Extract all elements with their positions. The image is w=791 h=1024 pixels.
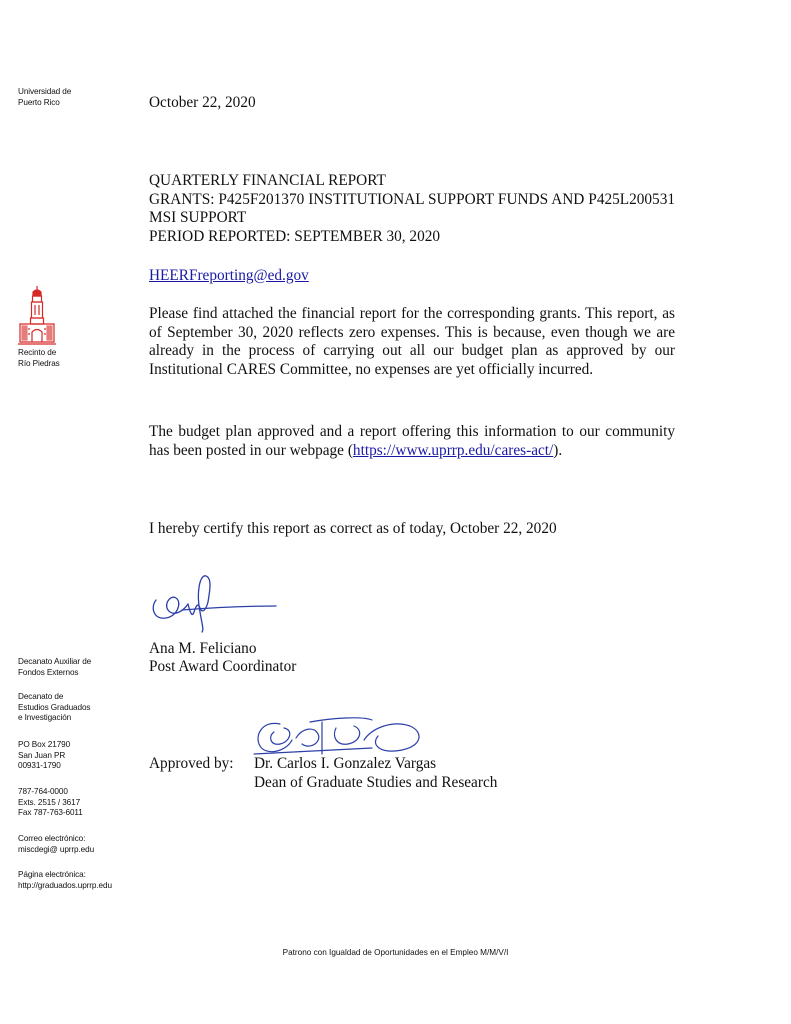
signature-ana-feliciano [148,572,280,636]
office2-line2: Estudios Graduados [18,702,91,712]
equal-opportunity-footer: Patrono con Igualdad de Oportunidades en el Empleo M/M/V/I [282,948,509,957]
paragraph-expenses: Please find attached the financial report for the corresponding grants. This report, as of September 30, 2020 reflects zero expenses. This is because, even though we are already in the process of carrying out all our budget plan as approved by our Institutional CARES Committee, no expenses are yet officially incurred. [149,305,675,378]
paragraph2-text: The budget plan approved and a report offering this information to our community has been posted in our webpage [149,423,675,459]
web-label: Página electrónica: [18,870,86,879]
paragraph2-close-paren: ). [553,441,563,459]
heading-line3: PERIOD REPORTED: SEPTEMBER 30, 2020 [149,227,441,245]
heading-line1: QUARTERLY FINANCIAL REPORT [149,172,386,189]
heading-line2: GRANTS: P425F201370 INSTITUTIONAL SUPPORT FUNDS AND P425L200531 MSI SUPPORT [149,190,675,226]
campus-line1: Recinto de [18,348,57,357]
web-contact [18,870,112,891]
office2-line1: Decanato de [18,692,64,701]
address-line2: San Juan PR [18,750,66,760]
office-graduate-studies [18,692,90,724]
phone-line2: Exts. 2515 / 3617 [18,797,81,807]
web-value[interactable]: http://graduados.uprrp.edu [18,880,112,890]
campus-line2: Río Piedras [18,358,60,368]
postal-address [18,740,70,772]
university-name [18,87,71,108]
email-value[interactable]: miscdegi@ uprrp.edu [18,844,95,854]
signer2-title: Dean of Graduate Studies and Research [254,774,498,791]
phone-line1: 787-764-0000 [18,787,68,796]
approved-by-label: Approved by: [149,755,234,772]
signer1-name: Ana M. Feliciano [149,640,257,657]
certification-statement: I hereby certify this report as correct as of today, October 22, 2020 [149,520,557,537]
university-line1: Universidad de [18,87,72,96]
address-line3: 00931-1790 [18,761,61,770]
cares-act-webpage-link[interactable]: https://www.uprrp.edu/cares-act/ [352,441,554,459]
office1-line2: Fondos Externos [18,667,79,677]
recipient-email-link[interactable]: HEERFreporting@ed.gov [149,267,309,284]
campus-name [18,348,60,369]
paragraph2-open-paren: ( [347,441,353,459]
campus-tower-logo [18,284,56,346]
address-line1: PO Box 21790 [18,740,71,749]
office1-line1: Decanato Auxiliar de [18,657,92,666]
report-heading [149,172,675,246]
signer2-name: Dr. Carlos I. Gonzalez Vargas [254,755,437,772]
fax-line: Fax 787-763-6011 [18,808,83,817]
phone-numbers [18,787,83,819]
email-label: Correo electrónico: [18,834,86,843]
letter-date: October 22, 2020 [149,94,256,111]
office2-line3: e Investigación [18,713,72,722]
signature-carlos-gonzalez [252,710,428,760]
university-line2: Puerto Rico [18,97,60,107]
paragraph-budget-plan [149,423,675,460]
email-contact [18,834,94,855]
signer1-title: Post Award Coordinator [149,658,297,675]
office-external-funds [18,657,91,678]
